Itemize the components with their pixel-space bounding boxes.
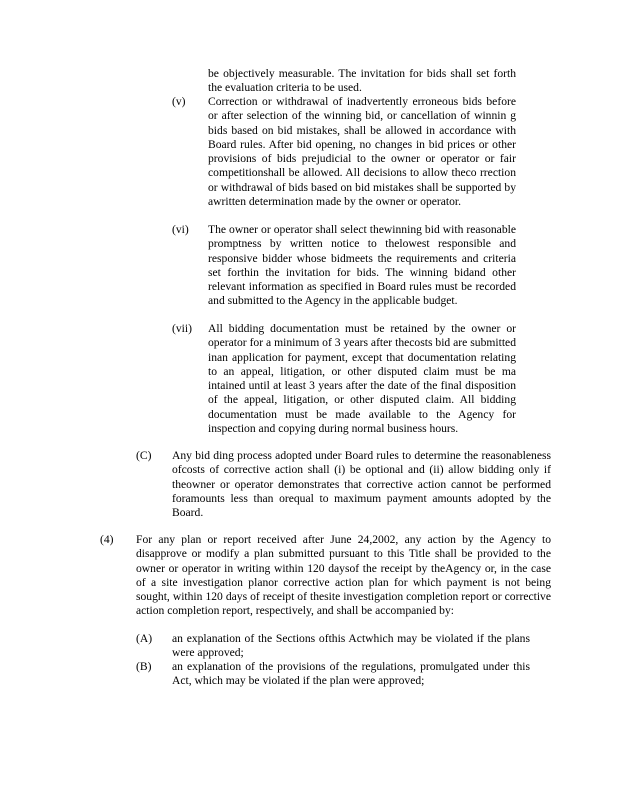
item-text-vii: All bidding documentation must be retained by the owner or operator for a minimum of 3 years after thecosts bid are submitted inan application for payment, except that documentation relating to an appeal, litigation, or other disputed claim must be ma intained until at least 3 years after the date of the final disposition of the appeal, litigation, or other disputed claim. All bidding documentation must be made available to the Agency for inspection and copying during normal business hours. [208,322,516,436]
item-text-a: an explanation of the Sections ofthis Actwhich may be violated if the plans were approved; [172,632,530,660]
item-label-v: (v) [172,95,186,108]
item-text-4: For any plan or report received after June 24,2002, any action by the Agency to disapprove or modify a plan submitted pursuant to this Title shall be provided to the owner or operator in writing within 120 daysof the receipt by theAgency or, in the case of a site investigation planor corrective action plan for which payment is not being sought, within 120 days of receipt of thesite investigation completion report or corrective action completion report, respectively, and shall be accompanied by: [136,533,551,618]
item-text-vi: The owner or operator shall select thewinning bid with reasonable promptness by written notice to thelowest responsible and responsive bidder whose bidmeets the requirements and criteria set forthin the invitation for bids. The winning bidand other relevant information as specified in Board rules must be recorded and submitted to the Agency in the applicable budget. [208,223,516,308]
item-text-b: an explanation of the provisions of the regulations, promulgated under this Act, which may be violated if the plan were approved; [172,660,530,688]
item-label-vi: (vi) [172,223,189,236]
continued-paragraph: be objectively measurable. The invitation for bids shall set forth the evaluation criteria to be used. [208,67,516,95]
item-text-c: Any bid ding process adopted under Board rules to determine the reasonableness ofcosts of corrective action shall (i) be optional and (ii) allow bidding only if theowner or operator demonstrates that corrective action cannot be performed foramounts less than orequal to maximum payment amounts adopted by the Board. [172,449,551,520]
item-label-4: (4) [100,533,114,546]
item-label-c: (C) [136,449,152,462]
item-label-vii: (vii) [172,322,192,335]
item-text-v: Correction or withdrawal of inadvertently erroneous bids before or after selection of the winning bid, or cancellation of winnin g bids based on bid mistakes, shall be allowed in accordance with Board rules. After bid opening, no changes in bid prices or other provisions of bids prejudicial to the owner or operator or fair competitionshall be allowed. All decisions to allow theco rrection or withdrawal of bids based on bid mistakes shall be supported by awritten determination made by the owner or operator. [208,95,516,209]
item-label-b: (B) [136,660,152,673]
item-label-a: (A) [136,632,153,645]
